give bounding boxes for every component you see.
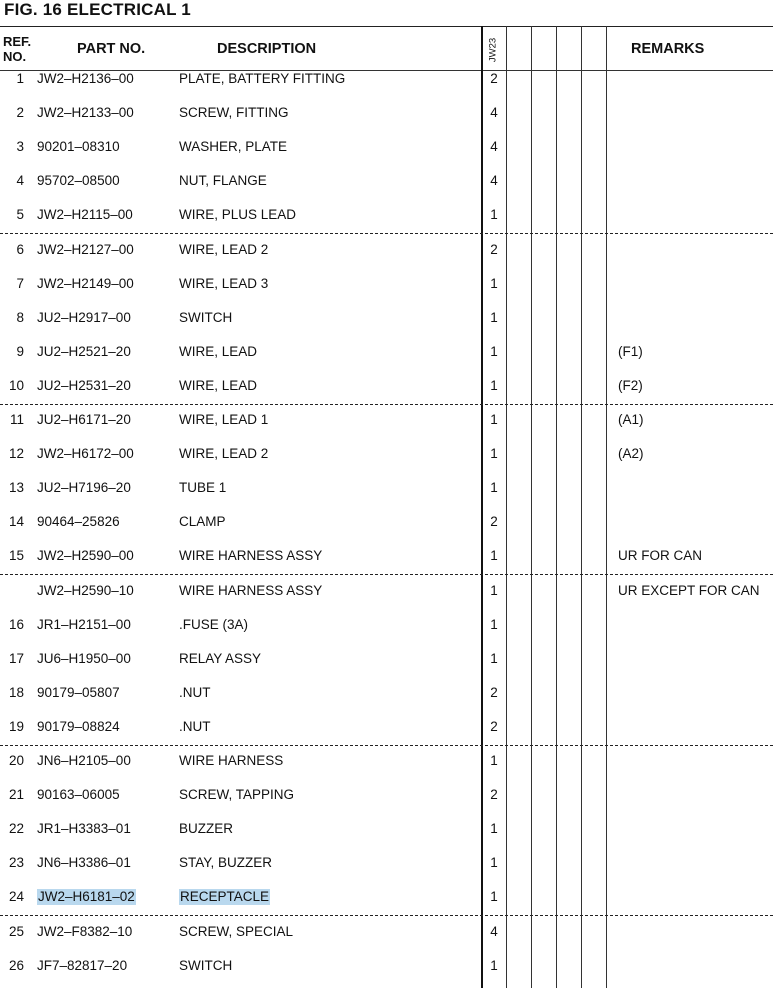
description-cell: SCREW, FITTING: [179, 105, 289, 121]
quantity-cell: 1: [490, 412, 498, 427]
description-cell: WIRE, LEAD 3: [179, 275, 269, 291]
quantity-cell: 1: [490, 377, 498, 393]
part-no-cell: JR1–H2151–00: [37, 616, 131, 632]
quantity-cell: 1: [490, 616, 498, 632]
ref-no-cell: 6: [16, 241, 24, 257]
ref-no-cell: 3: [16, 139, 24, 155]
description-cell: .NUT: [179, 684, 211, 700]
table-top-rule: [0, 26, 773, 27]
quantity-cell: 2: [490, 787, 498, 803]
table-row: [0, 471, 773, 505]
part-no-cell: JW2–H6181–02: [38, 889, 135, 905]
quantity-cell: 2: [490, 684, 498, 700]
table-row: [0, 335, 773, 369]
header-ref-line2: NO.: [3, 49, 27, 64]
part-no-cell: JR1–H3383–01: [37, 821, 131, 837]
description-cell: .FUSE (3A): [179, 616, 249, 632]
description-cell: NUT, FLANGE: [179, 173, 267, 189]
ref-no-cell: 16: [8, 616, 24, 632]
description-cell: WIRE, LEAD 2: [179, 241, 269, 257]
table-row: [0, 505, 773, 539]
ref-no-cell: 17: [8, 650, 24, 666]
table-row: [0, 846, 773, 880]
ref-no-cell: 2: [16, 105, 24, 121]
group-separator: [0, 574, 773, 575]
ref-no-cell: 18: [8, 684, 24, 700]
description-cell: STAY, BUZZER: [179, 855, 273, 871]
table-row: [0, 96, 773, 130]
ref-no-cell: 21: [8, 787, 24, 803]
table-row: [0, 608, 773, 642]
description-cell: RELAY ASSY: [179, 650, 262, 666]
header-ref-line1: REF.: [3, 34, 32, 49]
ref-no-cell: 14: [8, 514, 24, 530]
part-no-cell: 90201–08310: [37, 139, 120, 155]
ref-no-cell: 25: [8, 923, 24, 939]
part-no-cell: JU2–H6171–20: [37, 412, 131, 427]
table-row: [0, 676, 773, 710]
table-row: [0, 233, 773, 267]
ref-no-cell: 19: [8, 718, 24, 734]
table-row: [0, 744, 773, 778]
part-no-cell: JU6–H1950–00: [37, 650, 131, 666]
part-no-cell: JU2–H2531–20: [37, 377, 131, 393]
group-separator: [0, 404, 773, 405]
quantity-cell: 1: [490, 275, 498, 291]
quantity-cell: 1: [490, 343, 498, 359]
ref-no-cell: 23: [8, 855, 24, 871]
quantity-cell: 4: [490, 139, 498, 155]
quantity-cell: 2: [490, 241, 498, 257]
header-part-no: PART NO.: [77, 41, 146, 57]
quantity-cell: 1: [490, 650, 498, 666]
remarks-cell: (F2): [618, 377, 643, 393]
table-row: [0, 369, 773, 403]
quantity-cell: 1: [490, 446, 498, 462]
description-cell: SWITCH: [179, 309, 233, 325]
header-description: DESCRIPTION: [217, 41, 317, 57]
remarks-cell: (F1): [618, 343, 643, 359]
part-no-cell: JW2–H2590–10: [37, 582, 134, 598]
ref-no-cell: 10: [8, 377, 24, 393]
table-row: [0, 267, 773, 301]
quantity-cell: 2: [490, 71, 498, 86]
table-row: [0, 812, 773, 846]
description-cell: TUBE 1: [179, 480, 227, 496]
part-no-cell: JF7–82817–20: [37, 957, 128, 973]
quantity-cell: 1: [490, 207, 498, 223]
description-cell: SWITCH: [179, 957, 233, 973]
figure-title: FIG. 16 ELECTRICAL 1: [4, 0, 191, 19]
remarks-cell: UR FOR CAN: [618, 548, 702, 564]
table-row: [0, 403, 773, 437]
description-cell: WIRE, PLUS LEAD: [179, 207, 297, 223]
quantity-cell: 1: [490, 889, 498, 905]
quantity-cell: 1: [490, 582, 498, 598]
quantity-cell: 4: [490, 105, 498, 121]
table-row: [0, 130, 773, 164]
ref-no-cell: 15: [8, 548, 24, 564]
ref-no-cell: 1: [16, 71, 24, 86]
part-no-cell: JW2–H2115–00: [37, 207, 133, 223]
quantity-cell: 1: [490, 821, 498, 837]
remarks-cell: UR EXCEPT FOR CAN: [618, 582, 760, 598]
header-ref-no: [3, 34, 31, 64]
table-row: [0, 539, 773, 573]
ref-no-cell: 9: [16, 343, 24, 359]
quantity-cell: 1: [490, 480, 498, 496]
description-cell: WASHER, PLATE: [179, 139, 288, 155]
part-no-cell: JW2–H2149–00: [37, 275, 134, 291]
ref-no-cell: 24: [8, 889, 24, 905]
description-cell: .NUT: [179, 718, 211, 734]
table-row: [0, 62, 773, 96]
ref-no-cell: 4: [16, 173, 24, 189]
description-cell: WIRE, LEAD: [179, 343, 258, 359]
description-cell: PLATE, BATTERY FITTING: [179, 71, 346, 86]
description-cell: SCREW, SPECIAL: [179, 923, 294, 939]
description-cell: WIRE HARNESS ASSY: [179, 582, 323, 598]
description-cell: RECEPTACLE: [180, 889, 270, 905]
part-no-cell: JU2–H7196–20: [37, 480, 131, 496]
ref-no-cell: 5: [16, 207, 24, 223]
table-row: [0, 778, 773, 812]
quantity-cell: 1: [490, 548, 498, 564]
ref-no-cell: 8: [16, 309, 24, 325]
description-cell: WIRE, LEAD 2: [179, 446, 269, 462]
table-row: [0, 574, 773, 608]
part-no-cell: JU2–H2521–20: [37, 343, 131, 359]
table-row: [0, 642, 773, 676]
part-no-cell: JW2–H2136–00: [37, 71, 134, 86]
ref-no-cell: 20: [8, 753, 24, 768]
table-row: [0, 949, 773, 983]
table-row: [0, 164, 773, 198]
group-separator: [0, 745, 773, 746]
group-separator: [0, 915, 773, 916]
description-cell: WIRE HARNESS: [179, 753, 284, 768]
description-cell: BUZZER: [179, 821, 233, 837]
quantity-cell: 1: [490, 753, 498, 768]
quantity-cell: 4: [490, 923, 498, 939]
table-row: [0, 198, 773, 232]
part-no-cell: 90179–05807: [37, 684, 120, 700]
part-no-cell: JN6–H2105–00: [37, 753, 131, 768]
ref-no-cell: 22: [8, 821, 24, 837]
part-no-cell: 95702–08500: [37, 173, 120, 189]
part-no-cell: JU2–H2917–00: [37, 309, 131, 325]
quantity-cell: 2: [490, 514, 498, 530]
description-cell: WIRE, LEAD 1: [179, 412, 269, 427]
table-row: [0, 880, 773, 914]
part-no-cell: JW2–F8382–10: [37, 923, 133, 939]
part-no-cell: JW2–H6172–00: [37, 446, 134, 462]
ref-no-cell: 13: [8, 480, 24, 496]
description-cell: CLAMP: [179, 514, 226, 530]
quantity-cell: 2: [490, 718, 498, 734]
ref-no-cell: 26: [8, 957, 24, 973]
description-cell: WIRE, LEAD: [179, 377, 258, 393]
part-no-cell: 90179–08824: [37, 718, 120, 734]
ref-no-cell: 7: [16, 275, 24, 291]
header-model-label: JW23: [487, 37, 499, 63]
ref-no-cell: 11: [9, 412, 24, 427]
table-row: [0, 301, 773, 335]
part-no-cell: 90163–06005: [37, 787, 120, 803]
remarks-cell: (A1): [618, 412, 644, 427]
quantity-cell: 1: [490, 855, 498, 871]
remarks-cell: (A2): [618, 446, 644, 462]
quantity-cell: 1: [490, 957, 498, 973]
table-row: [0, 915, 773, 949]
description-cell: SCREW, TAPPING: [179, 787, 295, 803]
part-no-cell: 90464–25826: [37, 514, 120, 530]
group-separator: [0, 233, 773, 234]
table-row: [0, 710, 773, 744]
ref-no-cell: 12: [8, 446, 24, 462]
part-no-cell: JW2–H2127–00: [37, 241, 134, 257]
table-row: [0, 437, 773, 471]
part-no-cell: JW2–H2590–00: [37, 548, 134, 564]
quantity-cell: 4: [490, 173, 498, 189]
header-remarks: REMARKS: [631, 41, 705, 57]
quantity-cell: 1: [490, 309, 498, 325]
description-cell: WIRE HARNESS ASSY: [179, 548, 323, 564]
part-no-cell: JN6–H3386–01: [37, 855, 131, 871]
part-no-cell: JW2–H2133–00: [37, 105, 134, 121]
